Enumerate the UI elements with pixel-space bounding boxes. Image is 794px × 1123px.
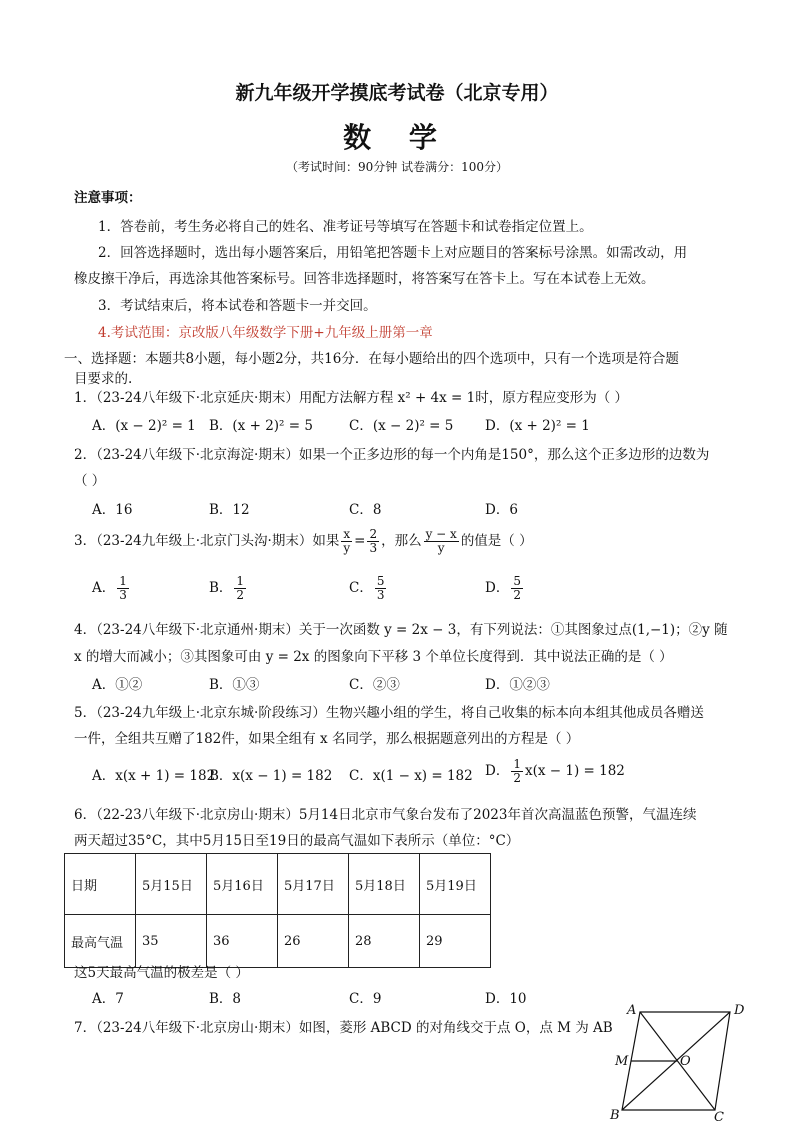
question-4-stem: 4．（23-24八年级下·北京通州·期末）关于一次函数 y = 2x − 3，有下列说法：①其图象过点(1,−1)；②y 随 bbox=[74, 622, 728, 638]
table-row bbox=[65, 854, 491, 915]
label-d: D bbox=[734, 1003, 745, 1018]
label-m: M bbox=[615, 1054, 629, 1069]
table-cell: 5月18日 bbox=[349, 854, 420, 915]
label-a: A bbox=[627, 1003, 637, 1018]
table-cell: 29 bbox=[420, 915, 491, 968]
q6-option-c: C．9 bbox=[349, 991, 382, 1007]
q2-option-a: A．16 bbox=[92, 502, 133, 518]
question-6-stem: 6．（22-23八年级下·北京房山·期末）5月14日北京市气象台发布了2023年首次高温蓝色预警，气温连续 bbox=[74, 807, 697, 823]
q1-option-d: D．(x + 2)² = 1 bbox=[485, 418, 590, 434]
notice-item-1: 1．答卷前，考生务必将自己的姓名、准考证号等填写在答题卡和试卷指定位置上。 bbox=[98, 219, 593, 235]
q2-option-c: C．8 bbox=[349, 502, 382, 518]
q2-option-d: D．6 bbox=[485, 502, 518, 518]
q4-option-a: A．①② bbox=[92, 677, 143, 693]
q5-option-b: B．x(x − 1) = 182 bbox=[209, 768, 333, 784]
label-c: C bbox=[714, 1110, 724, 1123]
label-b: B bbox=[610, 1108, 620, 1123]
table-cell: 5月15日 bbox=[136, 854, 207, 915]
question-5-stem-cont: 一件，全组共互赠了182件，如果全组有 x 名同学，那么根据题意列出的方程是（ ） bbox=[74, 731, 580, 747]
question-6-stem-cont: 两天超过35°C，其中5月15日至19日的最高气温如下表所示（单位：°C） bbox=[74, 833, 520, 849]
table-cell: 36 bbox=[207, 915, 278, 968]
q4-option-b: B．①③ bbox=[209, 677, 260, 693]
question-5-stem: 5．（23-24九年级上·北京东城·阶段练习）生物兴趣小组的学生，将自己收集的标本向本组其他成员各赠送 bbox=[74, 705, 704, 721]
fraction-2-over-3: $\frac{2}{3}$ bbox=[369, 527, 378, 555]
section-heading: 一、选择题：本题共8小题，每小题2分，共16分．在每小题给出的四个选项中，只有一个选项是符合题 bbox=[64, 351, 679, 367]
q3-option-d: D． $\frac{5}{2}$ bbox=[485, 574, 521, 602]
fraction-x-over-y: $\frac{x}{y}$ bbox=[343, 527, 351, 555]
rhombus-figure bbox=[600, 1000, 760, 1123]
table-cell: 5月17日 bbox=[278, 854, 349, 915]
question-2-stem: 2．（23-24八年级下·北京海淀·期末）如果一个正多边形的每一个内角是150°，那么这个正多边形的边数为 bbox=[74, 447, 710, 463]
table-cell: 最高气温 bbox=[65, 915, 136, 968]
q4-option-d: D．①②③ bbox=[485, 677, 550, 693]
exam-info: （考试时间：90分钟 试卷满分：100分） bbox=[286, 160, 508, 174]
q6-option-d: D．10 bbox=[485, 991, 527, 1007]
fraction-yx-over-y: $\frac{y - x}{y}$ bbox=[425, 527, 457, 555]
subject-title: 数 学 bbox=[343, 121, 451, 154]
notice-heading: 注意事项： bbox=[74, 190, 142, 206]
q1-option-c: C．(x − 2)² = 5 bbox=[349, 418, 454, 434]
q6-option-b: B．8 bbox=[209, 991, 242, 1007]
q1-option-b: B．(x + 2)² = 5 bbox=[209, 418, 313, 434]
label-o: O bbox=[680, 1054, 691, 1069]
q4-option-c: C．②③ bbox=[349, 677, 400, 693]
table-cell: 5月19日 bbox=[420, 854, 491, 915]
question-3-stem: 3．（23-24九年级上·北京门头沟·期末）如果 $\frac{x}{y}$ = $\frac{2}{3}$ ，那么 $\frac{y - x}{y}$ 的值是（ ） bbox=[74, 527, 533, 555]
q3-option-c: C． $\frac{5}{3}$ bbox=[349, 574, 385, 602]
q5-option-c: C．x(1 − x) = 182 bbox=[349, 768, 473, 784]
question-6-after: 这5天最高气温的极差是（ ） bbox=[74, 965, 249, 981]
notice-item-4: 4.考试范围：京改版八年级数学下册+九年级上册第一章 bbox=[98, 325, 433, 341]
q5-option-a: A．x(x + 1) = 182 bbox=[92, 768, 216, 784]
table-cell: 日期 bbox=[65, 854, 136, 915]
exam-title: 新九年级开学摸底考试卷（北京专用） bbox=[235, 82, 559, 104]
q6-option-a: A．7 bbox=[92, 991, 124, 1007]
question-7-stem: 7．（23-24八年级下·北京房山·期末）如图，菱形 ABCD 的对角线交于点 O，点 M 为 AB bbox=[74, 1020, 613, 1036]
temperature-table bbox=[64, 853, 491, 968]
q2-option-b: B．12 bbox=[209, 502, 250, 518]
q3-option-b: B． $\frac{1}{2}$ bbox=[209, 574, 245, 602]
table-row bbox=[65, 915, 491, 968]
q1-option-a: A．(x − 2)² = 1 bbox=[92, 418, 196, 434]
notice-item-2-cont: 橡皮擦干净后，再选涂其他答案标号。回答非选择题时，将答案写在答卡上。写在本试卷上无效。 bbox=[74, 271, 655, 287]
table-cell: 5月16日 bbox=[207, 854, 278, 915]
q5-option-d: D． $\frac{1}{2}$ x(x − 1) = 182 bbox=[485, 757, 625, 785]
notice-item-3: 3．考试结束后，将本试卷和答题卡一并交回。 bbox=[98, 298, 377, 314]
table-cell: 28 bbox=[349, 915, 420, 968]
table-cell: 26 bbox=[278, 915, 349, 968]
section-heading-cont: 目要求的. bbox=[74, 371, 133, 387]
question-1-stem: 1．（23-24八年级下·北京延庆·期末）用配方法解方程 x² + 4x = 1时，原方程应变形为（ ） bbox=[74, 390, 629, 406]
table-cell: 35 bbox=[136, 915, 207, 968]
notice-item-2: 2．回答选择题时，选出每小题答案后，用铅笔把答题卡上对应题目的答案标号涂黑。如需改动，用 bbox=[98, 245, 688, 261]
question-4-stem-cont: x 的增大而减小；③其图象可由 y = 2x 的图象向下平移 3 个单位长度得到．其中说法正确的是（ ） bbox=[74, 649, 673, 665]
q3-option-a: A． $\frac{1}{3}$ bbox=[92, 574, 127, 602]
question-2-stem-cont: （ ） bbox=[74, 473, 106, 489]
